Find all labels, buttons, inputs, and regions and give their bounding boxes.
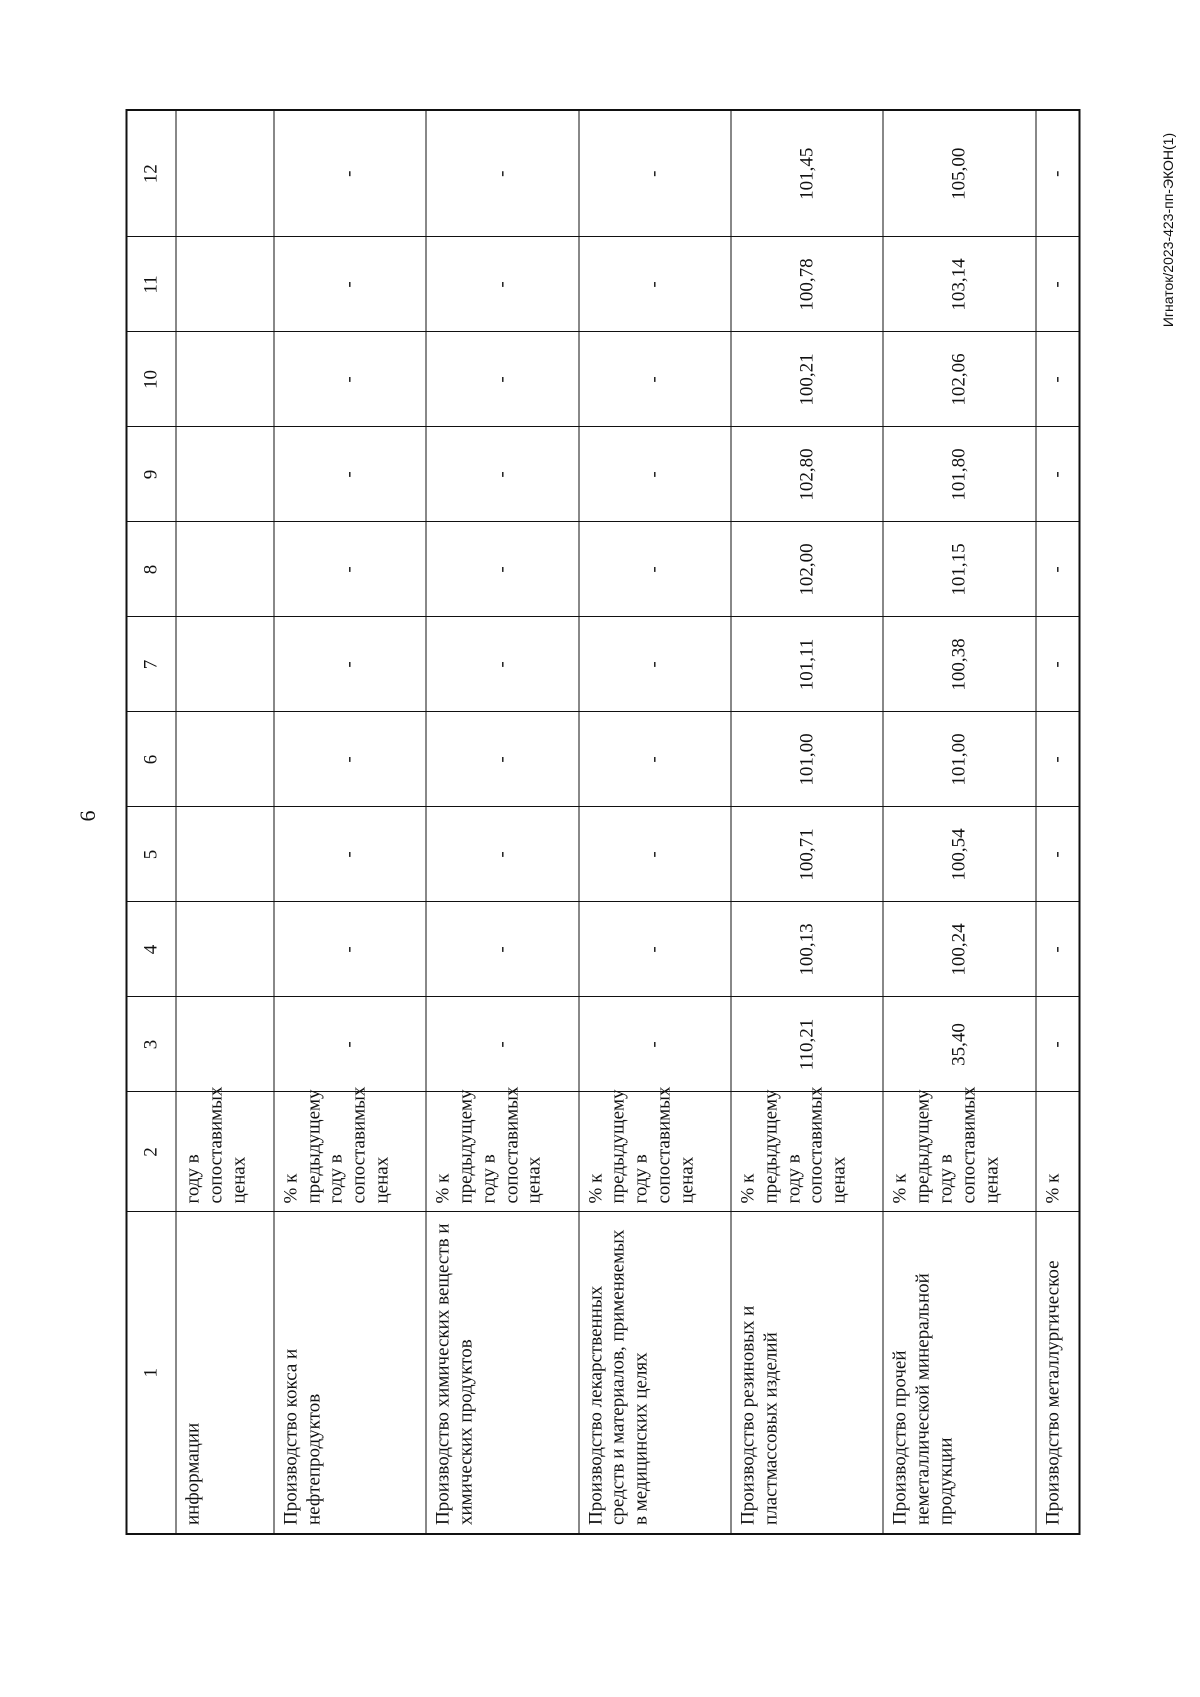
value-cell: - — [1036, 617, 1080, 712]
indicator-name: Производство лекарственных средств и материалов, применяемых в медицинских целях — [579, 1212, 731, 1534]
value-cell: 102,00 — [731, 522, 883, 617]
value-cell: 103,14 — [883, 237, 1035, 332]
value-cell: - — [1036, 522, 1080, 617]
value-cell: - — [1036, 902, 1080, 997]
value-cell: 101,00 — [731, 712, 883, 807]
indicator-name: Производство резиновых и пластмассовых изделий — [731, 1212, 883, 1534]
value-cell — [176, 902, 274, 997]
value-cell: - — [426, 902, 578, 997]
value-cell: - — [274, 110, 426, 237]
value-cell: - — [274, 807, 426, 902]
page-number: 6 — [75, 810, 100, 822]
value-cell: - — [426, 807, 578, 902]
indicator-table — [126, 109, 1081, 1535]
value-cell: 100,78 — [731, 237, 883, 332]
value-cell: 101,45 — [731, 110, 883, 237]
value-cell: 110,21 — [731, 997, 883, 1092]
value-cell: - — [426, 237, 578, 332]
value-cell — [176, 522, 274, 617]
document-code: Игнаток/2023-423-пп-ЭКОН(1) — [1160, 132, 1176, 328]
indicator-name: Производство металлургическое — [1036, 1212, 1080, 1534]
column-header: 12 — [127, 110, 177, 237]
unit-cell: % к — [1036, 1092, 1080, 1212]
value-cell — [176, 237, 274, 332]
value-cell: - — [1036, 110, 1080, 237]
table-row — [176, 110, 274, 1534]
value-cell: - — [426, 712, 578, 807]
column-header: 11 — [127, 237, 177, 332]
value-cell: 101,11 — [731, 617, 883, 712]
column-header: 7 — [127, 617, 177, 712]
column-header: 3 — [127, 997, 177, 1092]
indicator-name: Производство химических веществ и химических продуктов — [426, 1212, 578, 1534]
unit-cell: году в сопоставимых ценах — [176, 1092, 274, 1212]
value-cell: - — [579, 712, 731, 807]
value-cell — [176, 617, 274, 712]
table-row — [1036, 110, 1080, 1534]
value-cell — [176, 997, 274, 1092]
value-cell: - — [426, 997, 578, 1092]
value-cell: 101,15 — [883, 522, 1035, 617]
value-cell: - — [1036, 712, 1080, 807]
unit-cell: % к предыдущему году в сопоставимых ценах — [274, 1092, 426, 1212]
unit-cell: % к предыдущему году в сопоставимых ценах — [883, 1092, 1035, 1212]
value-cell: - — [579, 427, 731, 522]
value-cell: - — [579, 997, 731, 1092]
value-cell: - — [579, 237, 731, 332]
value-cell: - — [426, 110, 578, 237]
value-cell: - — [274, 617, 426, 712]
value-cell: - — [274, 712, 426, 807]
value-cell: 100,71 — [731, 807, 883, 902]
value-cell: - — [426, 617, 578, 712]
table-body — [176, 110, 1080, 1534]
table-row — [883, 110, 1035, 1534]
value-cell: - — [1036, 332, 1080, 427]
value-cell: - — [274, 902, 426, 997]
column-header: 6 — [127, 712, 177, 807]
value-cell: - — [274, 997, 426, 1092]
column-header: 5 — [127, 807, 177, 902]
table-header-row — [127, 110, 177, 1534]
value-cell: - — [1036, 997, 1080, 1092]
value-cell: - — [426, 332, 578, 427]
column-header: 10 — [127, 332, 177, 427]
value-cell: - — [579, 332, 731, 427]
value-cell: - — [1036, 427, 1080, 522]
value-cell: 101,00 — [883, 712, 1035, 807]
column-header: 1 — [127, 1212, 177, 1534]
value-cell: 102,06 — [883, 332, 1035, 427]
value-cell — [176, 110, 274, 237]
value-cell: - — [426, 522, 578, 617]
column-header: 4 — [127, 902, 177, 997]
table-row — [274, 110, 426, 1534]
value-cell — [176, 332, 274, 427]
table-row — [731, 110, 883, 1534]
value-cell: - — [579, 617, 731, 712]
value-cell: - — [274, 522, 426, 617]
value-cell — [176, 807, 274, 902]
value-cell: 105,00 — [883, 110, 1035, 237]
value-cell: - — [274, 237, 426, 332]
indicator-name: информации — [176, 1212, 274, 1534]
value-cell — [176, 427, 274, 522]
value-cell: - — [1036, 237, 1080, 332]
value-cell: - — [579, 902, 731, 997]
column-header: 2 — [127, 1092, 177, 1212]
value-cell: 100,21 — [731, 332, 883, 427]
value-cell: - — [579, 110, 731, 237]
value-cell: - — [274, 427, 426, 522]
value-cell: 100,13 — [731, 902, 883, 997]
value-cell: 100,24 — [883, 902, 1035, 997]
value-cell — [176, 712, 274, 807]
column-header: 8 — [127, 522, 177, 617]
unit-cell: % к предыдущему году в сопоставимых ценах — [731, 1092, 883, 1212]
value-cell: 102,80 — [731, 427, 883, 522]
unit-cell: % к предыдущему году в сопоставимых ценах — [426, 1092, 578, 1212]
value-cell: 101,80 — [883, 427, 1035, 522]
value-cell: 100,54 — [883, 807, 1035, 902]
value-cell: 35,40 — [883, 997, 1035, 1092]
value-cell: - — [274, 332, 426, 427]
indicator-name: Производство прочей неметаллической минеральной продукции — [883, 1212, 1035, 1534]
indicator-name: Производство кокса и нефтепродуктов — [274, 1212, 426, 1534]
value-cell: - — [579, 807, 731, 902]
value-cell: - — [1036, 807, 1080, 902]
value-cell: - — [579, 522, 731, 617]
column-header: 9 — [127, 427, 177, 522]
value-cell: - — [426, 427, 578, 522]
table-row — [579, 110, 731, 1534]
unit-cell: % к предыдущему году в сопоставимых ценах — [579, 1092, 731, 1212]
table-row — [426, 110, 578, 1534]
indicator-table-wrapper — [126, 111, 1081, 1535]
value-cell: 100,38 — [883, 617, 1035, 712]
